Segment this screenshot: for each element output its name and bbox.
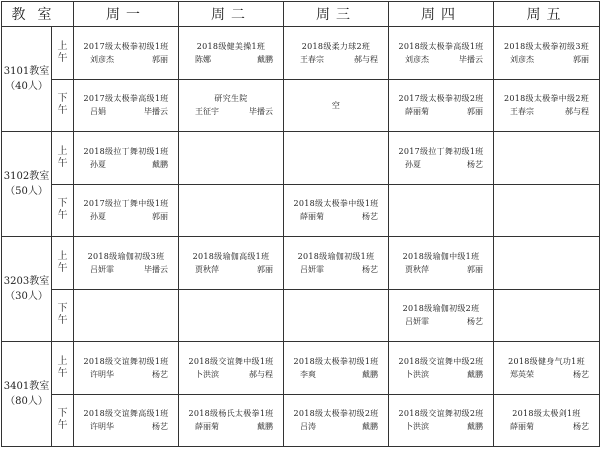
half-day-label: 下午 — [52, 79, 74, 132]
schedule-table — [1, 1, 600, 447]
class-cell — [494, 184, 600, 237]
room-cell — [2, 27, 52, 132]
teacher-name: 薛丽菊 — [510, 422, 534, 432]
teacher-line — [74, 105, 178, 118]
teacher-name: 薛丽菊 — [405, 107, 429, 117]
class-cell — [494, 394, 600, 447]
teacher-line — [494, 105, 599, 118]
course-name: 2018级太极拳中级1班 — [293, 199, 379, 209]
teacher-line — [389, 53, 493, 66]
teacher-name: 许明华 — [90, 369, 114, 379]
course-name: 2018级交谊舞初级2班 — [398, 409, 484, 419]
half-day-label: 上午 — [52, 342, 74, 395]
class-cell — [389, 27, 494, 80]
course-name: 2018级瑜伽初级1班 — [297, 251, 375, 261]
course-name: 2018级太极拳初级1班 — [293, 356, 379, 366]
class-cell — [389, 184, 494, 237]
course-name: 2018级交谊舞高级1班 — [83, 409, 169, 419]
teacher-name: 戴鹏 — [257, 422, 273, 432]
teacher-line — [389, 368, 493, 381]
course-name: 2018级健美操1班 — [196, 41, 266, 51]
class-cell — [494, 342, 600, 395]
teacher-name: 毕播云 — [459, 54, 483, 64]
teacher-name: 毕播云 — [249, 107, 273, 117]
teacher-name: 杨艺 — [573, 369, 589, 379]
teacher-line — [74, 368, 178, 381]
class-cell — [284, 184, 389, 237]
teacher-line — [494, 420, 599, 433]
class-cell — [494, 132, 600, 185]
class-cell — [74, 132, 179, 185]
course-name: 2018级拉丁舞初级1班 — [83, 146, 169, 156]
class-cell — [74, 79, 179, 132]
teacher-line — [389, 105, 493, 118]
room-capacity: （50人） — [5, 186, 48, 197]
teacher-name: 吕妍霏 — [405, 317, 429, 327]
teacher-name: 许明华 — [90, 422, 114, 432]
schedule-row — [2, 27, 600, 80]
teacher-name: 杨艺 — [362, 264, 378, 274]
teacher-line — [179, 263, 283, 276]
room-capacity: （80人） — [5, 396, 48, 407]
teacher-name: 杨艺 — [573, 422, 589, 432]
course-name: 2017级太极拳高级1班 — [83, 94, 169, 104]
room-name: 3401教室 — [3, 381, 50, 392]
class-cell — [389, 342, 494, 395]
room-capacity: （30人） — [5, 291, 48, 302]
course-name: 2017级太极拳初级2班 — [398, 94, 484, 104]
teacher-name: 王征宇 — [195, 107, 219, 117]
schedule-row — [2, 184, 600, 237]
teacher-name: 孙夏 — [90, 159, 106, 169]
teacher-line — [389, 263, 493, 276]
class-cell — [389, 289, 494, 342]
class-cell — [284, 394, 389, 447]
teacher-name: 卜洪滨 — [405, 422, 429, 432]
room-cell — [2, 342, 52, 447]
teacher-line — [74, 263, 178, 276]
schedule-row — [2, 237, 600, 290]
teacher-line — [389, 158, 493, 171]
course-name: 2018级健身气功1班 — [508, 356, 585, 366]
teacher-name: 戴鹏 — [467, 422, 483, 432]
class-cell — [74, 289, 179, 342]
schedule-row — [2, 79, 600, 132]
room-cell — [2, 237, 52, 342]
course-name: 2018级瑜伽高级1班 — [192, 251, 270, 261]
teacher-name: 刘彦杰 — [405, 54, 429, 64]
course-name: 2018级瑜伽中级1班 — [402, 251, 480, 261]
teacher-name: 郑英荣 — [510, 369, 534, 379]
half-day-label: 上午 — [52, 237, 74, 290]
header-day: 周二 — [179, 2, 284, 27]
class-cell — [389, 79, 494, 132]
header-day: 周一 — [74, 2, 179, 27]
teacher-line — [74, 210, 178, 223]
teacher-name: 孙夏 — [405, 159, 421, 169]
teacher-name: 吕妍霏 — [90, 264, 114, 274]
teacher-line — [494, 368, 599, 381]
teacher-line — [179, 105, 283, 118]
class-cell — [494, 79, 600, 132]
class-cell — [74, 342, 179, 395]
teacher-line — [179, 53, 283, 66]
schedule-row — [2, 394, 600, 447]
teacher-name: 戴鹏 — [467, 369, 483, 379]
course-name: 2018级交谊舞中级2班 — [398, 356, 484, 366]
teacher-name: 郭丽 — [152, 212, 168, 222]
half-day-label: 上午 — [52, 132, 74, 185]
teacher-name: 薛丽菊 — [195, 422, 219, 432]
class-cell — [179, 79, 284, 132]
teacher-name: 杨艺 — [152, 422, 168, 432]
class-cell — [179, 27, 284, 80]
course-name: 2018级柔力球2班 — [301, 41, 371, 51]
teacher-name: 薛丽菊 — [300, 212, 324, 222]
header-row — [2, 2, 600, 27]
half-day-label: 下午 — [52, 394, 74, 447]
teacher-name: 贾秋萍 — [405, 264, 429, 274]
teacher-name: 郭丽 — [152, 54, 168, 64]
teacher-line — [284, 210, 388, 223]
teacher-line — [389, 420, 493, 433]
class-cell — [74, 27, 179, 80]
class-cell — [179, 394, 284, 447]
teacher-name: 吕娟 — [90, 107, 106, 117]
course-name: 研究生院 — [214, 94, 248, 104]
teacher-name: 戴鹏 — [362, 422, 378, 432]
class-cell — [389, 394, 494, 447]
course-name: 2017级太极拳初级1班 — [83, 41, 169, 51]
teacher-line — [284, 420, 388, 433]
teacher-name: 孙夏 — [90, 212, 106, 222]
teacher-name: 郭丽 — [467, 264, 483, 274]
course-name: 2018级交谊舞中级1班 — [188, 356, 274, 366]
teacher-name: 王春宗 — [300, 54, 324, 64]
teacher-name: 杨艺 — [467, 159, 483, 169]
teacher-line — [179, 368, 283, 381]
teacher-name: 陈娜 — [195, 54, 211, 64]
schedule-row — [2, 132, 600, 185]
teacher-line — [284, 263, 388, 276]
course-name: 2018级太极拳高级1班 — [398, 41, 484, 51]
schedule-row — [2, 289, 600, 342]
course-name: 2018级交谊舞初级1班 — [83, 356, 169, 366]
teacher-name: 卜洪滨 — [195, 369, 219, 379]
teacher-name: 刘彦杰 — [510, 54, 534, 64]
teacher-name: 郝与程 — [354, 54, 378, 64]
class-cell — [494, 27, 600, 80]
teacher-name: 戴鹏 — [152, 159, 168, 169]
room-cell — [2, 132, 52, 237]
teacher-name: 郝与程 — [249, 369, 273, 379]
half-day-label: 下午 — [52, 184, 74, 237]
header-day: 周五 — [494, 2, 600, 27]
class-cell — [179, 132, 284, 185]
course-name: 2017级拉丁舞初级1班 — [398, 146, 484, 156]
class-cell — [74, 184, 179, 237]
teacher-name: 郝与程 — [565, 107, 589, 117]
course-name: 2018级太极剑1班 — [512, 409, 581, 419]
class-cell — [179, 342, 284, 395]
course-name: 2018级瑜伽初级2班 — [402, 304, 480, 314]
class-cell — [284, 289, 389, 342]
class-cell — [284, 27, 389, 80]
teacher-line — [74, 158, 178, 171]
teacher-name: 卜洪滨 — [405, 369, 429, 379]
teacher-name: 戴鹏 — [257, 54, 273, 64]
course-name: 2018级太极拳中级2班 — [503, 94, 590, 104]
class-cell — [284, 342, 389, 395]
class-cell — [179, 237, 284, 290]
teacher-line — [74, 53, 178, 66]
header-room: 教室 — [2, 2, 74, 27]
teacher-line — [74, 420, 178, 433]
half-day-label: 上午 — [52, 27, 74, 80]
teacher-name: 贾秋萍 — [195, 264, 219, 274]
teacher-name: 王春宗 — [510, 107, 534, 117]
teacher-name: 吕妍霏 — [300, 264, 324, 274]
class-cell — [74, 237, 179, 290]
teacher-name: 李爽 — [300, 369, 316, 379]
teacher-line — [284, 368, 388, 381]
course-name: 2018级瑜伽初级3班 — [87, 251, 165, 261]
teacher-line — [179, 420, 283, 433]
class-cell — [74, 394, 179, 447]
course-name: 2018级太极拳初级3班 — [503, 41, 590, 51]
teacher-name: 郭丽 — [573, 54, 589, 64]
teacher-name: 吕涛 — [300, 422, 316, 432]
teacher-name: 戴鹏 — [362, 369, 378, 379]
class-cell — [179, 184, 284, 237]
class-cell — [494, 289, 600, 342]
course-name: 2018级杨氏太极拳1班 — [188, 409, 274, 419]
teacher-line — [284, 53, 388, 66]
teacher-name: 郭丽 — [257, 264, 273, 274]
class-cell — [389, 237, 494, 290]
teacher-name: 毕播云 — [144, 264, 168, 274]
teacher-name: 刘彦杰 — [90, 54, 114, 64]
room-name: 3203教室 — [3, 276, 50, 287]
teacher-name: 毕播云 — [144, 107, 168, 117]
class-cell — [284, 237, 389, 290]
half-day-label: 下午 — [52, 289, 74, 342]
teacher-line — [494, 53, 599, 66]
room-name: 3101教室 — [3, 66, 50, 77]
class-cell — [284, 132, 389, 185]
class-cell — [284, 79, 389, 132]
class-cell — [179, 289, 284, 342]
teacher-name: 杨艺 — [152, 369, 168, 379]
class-cell — [389, 132, 494, 185]
teacher-name: 杨艺 — [467, 317, 483, 327]
class-cell — [494, 237, 600, 290]
teacher-line — [389, 315, 493, 328]
schedule-row — [2, 342, 600, 395]
room-capacity: （40人） — [5, 81, 48, 92]
room-name: 3102教室 — [3, 171, 50, 182]
teacher-name: 郭丽 — [467, 107, 483, 117]
course-name: 空 — [331, 100, 341, 110]
header-day: 周三 — [284, 2, 389, 27]
teacher-name: 杨艺 — [362, 212, 378, 222]
course-name: 2018级太极拳初级2班 — [293, 409, 379, 419]
course-name: 2017级拉丁舞中级1班 — [83, 199, 169, 209]
header-day: 周四 — [389, 2, 494, 27]
